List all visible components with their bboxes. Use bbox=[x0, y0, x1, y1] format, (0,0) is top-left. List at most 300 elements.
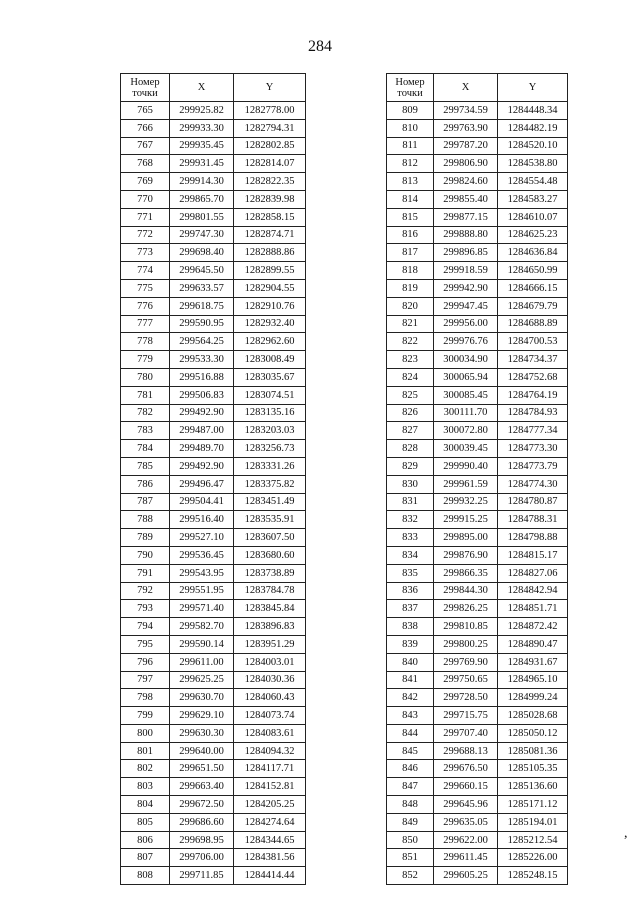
table-row bbox=[387, 440, 568, 458]
x-cell: 299914.30 bbox=[170, 173, 234, 191]
x-cell: 299663.40 bbox=[170, 778, 234, 796]
table-row bbox=[387, 867, 568, 885]
table-row bbox=[387, 742, 568, 760]
point-number-cell: 815 bbox=[387, 208, 434, 226]
table-row bbox=[387, 137, 568, 155]
y-cell: 1285028.68 bbox=[498, 707, 568, 725]
table-row bbox=[387, 368, 568, 386]
x-cell: 299489.70 bbox=[170, 440, 234, 458]
table-row bbox=[387, 190, 568, 208]
x-cell: 299645.50 bbox=[170, 262, 234, 280]
x-cell: 299942.90 bbox=[434, 279, 498, 297]
y-cell: 1283375.82 bbox=[234, 475, 306, 493]
point-number-cell: 794 bbox=[121, 618, 170, 636]
y-cell: 1284666.15 bbox=[498, 279, 568, 297]
table-row bbox=[121, 618, 306, 636]
y-cell: 1284773.30 bbox=[498, 440, 568, 458]
table-row bbox=[121, 386, 306, 404]
point-number-cell: 788 bbox=[121, 511, 170, 529]
point-number-cell: 845 bbox=[387, 742, 434, 760]
table-row bbox=[121, 475, 306, 493]
x-cell: 299590.95 bbox=[170, 315, 234, 333]
point-number-cell: 779 bbox=[121, 351, 170, 369]
table-row bbox=[121, 102, 306, 120]
table-row bbox=[387, 582, 568, 600]
point-number-cell: 846 bbox=[387, 760, 434, 778]
y-cell: 1284764.19 bbox=[498, 386, 568, 404]
x-cell: 299877.15 bbox=[434, 208, 498, 226]
x-cell: 299571.40 bbox=[170, 600, 234, 618]
x-cell: 299527.10 bbox=[170, 529, 234, 547]
table-row bbox=[387, 333, 568, 351]
point-number-cell: 830 bbox=[387, 475, 434, 493]
point-number-cell: 818 bbox=[387, 262, 434, 280]
y-cell: 1283008.49 bbox=[234, 351, 306, 369]
x-cell: 299516.40 bbox=[170, 511, 234, 529]
x-cell: 299931.45 bbox=[170, 155, 234, 173]
y-cell: 1283203.03 bbox=[234, 422, 306, 440]
y-cell: 1282874.71 bbox=[234, 226, 306, 244]
y-cell: 1282822.35 bbox=[234, 173, 306, 191]
table-row bbox=[387, 760, 568, 778]
table-row bbox=[387, 279, 568, 297]
point-number-cell: 828 bbox=[387, 440, 434, 458]
point-number-cell: 797 bbox=[121, 671, 170, 689]
point-number-cell: 789 bbox=[121, 529, 170, 547]
point-number-cell: 827 bbox=[387, 422, 434, 440]
table-header-row bbox=[121, 74, 306, 102]
table-row bbox=[387, 813, 568, 831]
header-x: X bbox=[170, 74, 234, 102]
y-cell: 1285105.35 bbox=[498, 760, 568, 778]
table-header-row bbox=[387, 74, 568, 102]
table-row bbox=[121, 867, 306, 885]
y-cell: 1282904.55 bbox=[234, 279, 306, 297]
x-cell: 299688.13 bbox=[434, 742, 498, 760]
y-cell: 1285171.12 bbox=[498, 796, 568, 814]
table-row bbox=[387, 564, 568, 582]
x-cell: 300085.45 bbox=[434, 386, 498, 404]
point-number-cell: 781 bbox=[121, 386, 170, 404]
table-row bbox=[121, 208, 306, 226]
x-cell: 299932.25 bbox=[434, 493, 498, 511]
table-row bbox=[121, 244, 306, 262]
y-cell: 1284610.07 bbox=[498, 208, 568, 226]
table-row bbox=[121, 333, 306, 351]
y-cell: 1282910.76 bbox=[234, 297, 306, 315]
y-cell: 1284094.32 bbox=[234, 742, 306, 760]
y-cell: 1284073.74 bbox=[234, 707, 306, 725]
table-row bbox=[387, 155, 568, 173]
x-cell: 299896.85 bbox=[434, 244, 498, 262]
x-cell: 299611.00 bbox=[170, 653, 234, 671]
x-cell: 299915.25 bbox=[434, 511, 498, 529]
point-number-cell: 825 bbox=[387, 386, 434, 404]
y-cell: 1284965.10 bbox=[498, 671, 568, 689]
x-cell: 299895.00 bbox=[434, 529, 498, 547]
x-cell: 299504.41 bbox=[170, 493, 234, 511]
table-row bbox=[121, 564, 306, 582]
table-row bbox=[121, 778, 306, 796]
x-cell: 299769.90 bbox=[434, 653, 498, 671]
point-number-cell: 811 bbox=[387, 137, 434, 155]
x-cell: 300072.80 bbox=[434, 422, 498, 440]
y-cell: 1283035.67 bbox=[234, 368, 306, 386]
table-row bbox=[387, 404, 568, 422]
x-cell: 299698.95 bbox=[170, 831, 234, 849]
header-point-number: Номер точки bbox=[387, 74, 434, 102]
table-row bbox=[121, 635, 306, 653]
table-row bbox=[387, 600, 568, 618]
x-cell: 299865.70 bbox=[170, 190, 234, 208]
y-cell: 1284815.17 bbox=[498, 546, 568, 564]
table-row bbox=[387, 226, 568, 244]
y-cell: 1282802.85 bbox=[234, 137, 306, 155]
table-row bbox=[121, 404, 306, 422]
x-cell: 299672.50 bbox=[170, 796, 234, 814]
header-y: Y bbox=[498, 74, 568, 102]
table-row bbox=[121, 707, 306, 725]
x-cell: 299787.20 bbox=[434, 137, 498, 155]
table-row bbox=[121, 226, 306, 244]
x-cell: 299925.82 bbox=[170, 102, 234, 120]
table-row bbox=[387, 653, 568, 671]
x-cell: 299660.15 bbox=[434, 778, 498, 796]
x-cell: 299640.00 bbox=[170, 742, 234, 760]
table-row bbox=[387, 351, 568, 369]
x-cell: 299630.30 bbox=[170, 724, 234, 742]
y-cell: 1285248.15 bbox=[498, 867, 568, 885]
y-cell: 1284851.71 bbox=[498, 600, 568, 618]
x-cell: 299824.60 bbox=[434, 173, 498, 191]
x-cell: 300065.94 bbox=[434, 368, 498, 386]
point-number-cell: 773 bbox=[121, 244, 170, 262]
point-number-cell: 790 bbox=[121, 546, 170, 564]
x-cell: 299956.00 bbox=[434, 315, 498, 333]
x-cell: 299676.50 bbox=[434, 760, 498, 778]
x-cell: 299976.76 bbox=[434, 333, 498, 351]
table-row bbox=[121, 724, 306, 742]
x-cell: 299625.25 bbox=[170, 671, 234, 689]
y-cell: 1283135.16 bbox=[234, 404, 306, 422]
x-cell: 299801.55 bbox=[170, 208, 234, 226]
y-cell: 1282932.40 bbox=[234, 315, 306, 333]
x-cell: 299635.05 bbox=[434, 813, 498, 831]
x-cell: 299543.95 bbox=[170, 564, 234, 582]
table-row bbox=[387, 262, 568, 280]
table-row bbox=[121, 813, 306, 831]
y-cell: 1282839.98 bbox=[234, 190, 306, 208]
point-number-cell: 849 bbox=[387, 813, 434, 831]
point-number-cell: 840 bbox=[387, 653, 434, 671]
x-cell: 299800.25 bbox=[434, 635, 498, 653]
x-cell: 299611.45 bbox=[434, 849, 498, 867]
y-cell: 1285081.36 bbox=[498, 742, 568, 760]
x-cell: 299506.83 bbox=[170, 386, 234, 404]
x-cell: 299918.59 bbox=[434, 262, 498, 280]
point-number-cell: 837 bbox=[387, 600, 434, 618]
y-cell: 1284999.24 bbox=[498, 689, 568, 707]
point-number-cell: 795 bbox=[121, 635, 170, 653]
table-row bbox=[387, 493, 568, 511]
y-cell: 1284774.30 bbox=[498, 475, 568, 493]
table-row bbox=[121, 671, 306, 689]
y-cell: 1283784.78 bbox=[234, 582, 306, 600]
x-cell: 299618.75 bbox=[170, 297, 234, 315]
x-cell: 299645.96 bbox=[434, 796, 498, 814]
table-row bbox=[387, 297, 568, 315]
point-number-cell: 778 bbox=[121, 333, 170, 351]
table-row bbox=[121, 582, 306, 600]
point-number-cell: 801 bbox=[121, 742, 170, 760]
table-row bbox=[121, 315, 306, 333]
y-cell: 1283845.84 bbox=[234, 600, 306, 618]
table-row bbox=[121, 279, 306, 297]
point-number-cell: 770 bbox=[121, 190, 170, 208]
y-cell: 1283680.60 bbox=[234, 546, 306, 564]
point-number-cell: 777 bbox=[121, 315, 170, 333]
table-row bbox=[121, 546, 306, 564]
table-row bbox=[387, 689, 568, 707]
y-cell: 1285050.12 bbox=[498, 724, 568, 742]
y-cell: 1285226.00 bbox=[498, 849, 568, 867]
point-number-cell: 834 bbox=[387, 546, 434, 564]
table-row bbox=[121, 351, 306, 369]
point-number-cell: 776 bbox=[121, 297, 170, 315]
x-cell: 299492.90 bbox=[170, 457, 234, 475]
y-cell: 1282899.55 bbox=[234, 262, 306, 280]
y-cell: 1283256.73 bbox=[234, 440, 306, 458]
point-number-cell: 831 bbox=[387, 493, 434, 511]
y-cell: 1283331.26 bbox=[234, 457, 306, 475]
point-number-cell: 775 bbox=[121, 279, 170, 297]
y-cell: 1284344.65 bbox=[234, 831, 306, 849]
table-row bbox=[387, 796, 568, 814]
point-number-cell: 829 bbox=[387, 457, 434, 475]
table-row bbox=[387, 618, 568, 636]
x-cell: 299844.30 bbox=[434, 582, 498, 600]
x-cell: 299866.35 bbox=[434, 564, 498, 582]
y-cell: 1284798.88 bbox=[498, 529, 568, 547]
y-cell: 1284788.31 bbox=[498, 511, 568, 529]
point-number-cell: 851 bbox=[387, 849, 434, 867]
point-number-cell: 767 bbox=[121, 137, 170, 155]
y-cell: 1284117.71 bbox=[234, 760, 306, 778]
y-cell: 1285136.60 bbox=[498, 778, 568, 796]
point-number-cell: 844 bbox=[387, 724, 434, 742]
x-cell: 299806.90 bbox=[434, 155, 498, 173]
x-cell: 299605.25 bbox=[434, 867, 498, 885]
x-cell: 299947.45 bbox=[434, 297, 498, 315]
table-row bbox=[121, 849, 306, 867]
y-cell: 1284679.79 bbox=[498, 297, 568, 315]
point-number-cell: 793 bbox=[121, 600, 170, 618]
table-row bbox=[121, 297, 306, 315]
point-number-cell: 780 bbox=[121, 368, 170, 386]
point-number-cell: 812 bbox=[387, 155, 434, 173]
point-number-cell: 836 bbox=[387, 582, 434, 600]
x-cell: 299715.75 bbox=[434, 707, 498, 725]
table-row bbox=[121, 173, 306, 191]
point-number-cell: 822 bbox=[387, 333, 434, 351]
x-cell: 299711.85 bbox=[170, 867, 234, 885]
point-number-cell: 835 bbox=[387, 564, 434, 582]
table-row bbox=[121, 493, 306, 511]
y-cell: 1284520.10 bbox=[498, 137, 568, 155]
x-cell: 300039.45 bbox=[434, 440, 498, 458]
y-cell: 1284773.79 bbox=[498, 457, 568, 475]
point-number-cell: 786 bbox=[121, 475, 170, 493]
table-row bbox=[121, 440, 306, 458]
table-row bbox=[387, 707, 568, 725]
y-cell: 1284448.34 bbox=[498, 102, 568, 120]
point-number-cell: 799 bbox=[121, 707, 170, 725]
x-cell: 299622.00 bbox=[434, 831, 498, 849]
table-row bbox=[387, 635, 568, 653]
table-row bbox=[387, 546, 568, 564]
y-cell: 1282814.07 bbox=[234, 155, 306, 173]
point-number-cell: 810 bbox=[387, 119, 434, 137]
x-cell: 299961.59 bbox=[434, 475, 498, 493]
table-row bbox=[121, 796, 306, 814]
point-number-cell: 802 bbox=[121, 760, 170, 778]
y-cell: 1284625.23 bbox=[498, 226, 568, 244]
table-body-right bbox=[387, 102, 568, 885]
table-row bbox=[387, 778, 568, 796]
y-cell: 1284780.87 bbox=[498, 493, 568, 511]
x-cell: 299707.40 bbox=[434, 724, 498, 742]
y-cell: 1283896.83 bbox=[234, 618, 306, 636]
y-cell: 1283535.91 bbox=[234, 511, 306, 529]
point-number-cell: 782 bbox=[121, 404, 170, 422]
y-cell: 1284827.06 bbox=[498, 564, 568, 582]
point-number-cell: 820 bbox=[387, 297, 434, 315]
y-cell: 1284842.94 bbox=[498, 582, 568, 600]
x-cell: 299496.47 bbox=[170, 475, 234, 493]
y-cell: 1285212.54 bbox=[498, 831, 568, 849]
x-cell: 299564.25 bbox=[170, 333, 234, 351]
coordinates-table-left bbox=[120, 73, 306, 885]
y-cell: 1283451.49 bbox=[234, 493, 306, 511]
y-cell: 1285194.01 bbox=[498, 813, 568, 831]
x-cell: 299706.00 bbox=[170, 849, 234, 867]
table-row bbox=[121, 511, 306, 529]
point-number-cell: 808 bbox=[121, 867, 170, 885]
x-cell: 299826.25 bbox=[434, 600, 498, 618]
table-row bbox=[121, 137, 306, 155]
y-cell: 1283074.51 bbox=[234, 386, 306, 404]
table-row bbox=[387, 119, 568, 137]
point-number-cell: 796 bbox=[121, 653, 170, 671]
x-cell: 299629.10 bbox=[170, 707, 234, 725]
x-cell: 299734.59 bbox=[434, 102, 498, 120]
point-number-cell: 800 bbox=[121, 724, 170, 742]
y-cell: 1284003.01 bbox=[234, 653, 306, 671]
table-row bbox=[121, 368, 306, 386]
table-row bbox=[121, 190, 306, 208]
x-cell: 299533.30 bbox=[170, 351, 234, 369]
point-number-cell: 816 bbox=[387, 226, 434, 244]
x-cell: 299855.40 bbox=[434, 190, 498, 208]
point-number-cell: 787 bbox=[121, 493, 170, 511]
point-number-cell: 819 bbox=[387, 279, 434, 297]
table-row bbox=[387, 208, 568, 226]
header-x: X bbox=[434, 74, 498, 102]
y-cell: 1284777.34 bbox=[498, 422, 568, 440]
y-cell: 1284650.99 bbox=[498, 262, 568, 280]
point-number-cell: 791 bbox=[121, 564, 170, 582]
page-number: 284 bbox=[308, 38, 332, 55]
y-cell: 1283951.29 bbox=[234, 635, 306, 653]
x-cell: 299633.57 bbox=[170, 279, 234, 297]
x-cell: 299990.40 bbox=[434, 457, 498, 475]
y-cell: 1284274.64 bbox=[234, 813, 306, 831]
y-cell: 1284205.25 bbox=[234, 796, 306, 814]
x-cell: 299888.80 bbox=[434, 226, 498, 244]
point-number-cell: 783 bbox=[121, 422, 170, 440]
point-number-cell: 817 bbox=[387, 244, 434, 262]
y-cell: 1284482.19 bbox=[498, 119, 568, 137]
y-cell: 1284030.36 bbox=[234, 671, 306, 689]
point-number-cell: 813 bbox=[387, 173, 434, 191]
x-cell: 299876.90 bbox=[434, 546, 498, 564]
table-row bbox=[387, 849, 568, 867]
point-number-cell: 847 bbox=[387, 778, 434, 796]
point-number-cell: 765 bbox=[121, 102, 170, 120]
y-cell: 1284636.84 bbox=[498, 244, 568, 262]
point-number-cell: 823 bbox=[387, 351, 434, 369]
x-cell: 299747.30 bbox=[170, 226, 234, 244]
table-row bbox=[121, 457, 306, 475]
y-cell: 1282794.31 bbox=[234, 119, 306, 137]
coordinates-table-right bbox=[386, 73, 568, 885]
point-number-cell: 824 bbox=[387, 368, 434, 386]
point-number-cell: 848 bbox=[387, 796, 434, 814]
x-cell: 299686.60 bbox=[170, 813, 234, 831]
table-row bbox=[387, 244, 568, 262]
y-cell: 1284688.89 bbox=[498, 315, 568, 333]
point-number-cell: 798 bbox=[121, 689, 170, 707]
point-number-cell: 766 bbox=[121, 119, 170, 137]
table-row bbox=[121, 600, 306, 618]
table-row bbox=[121, 155, 306, 173]
y-cell: 1284890.47 bbox=[498, 635, 568, 653]
point-number-cell: 850 bbox=[387, 831, 434, 849]
table-row bbox=[121, 831, 306, 849]
table-row bbox=[121, 119, 306, 137]
y-cell: 1282778.00 bbox=[234, 102, 306, 120]
table-row bbox=[387, 315, 568, 333]
table-row bbox=[387, 386, 568, 404]
point-number-cell: 784 bbox=[121, 440, 170, 458]
y-cell: 1282858.15 bbox=[234, 208, 306, 226]
x-cell: 299698.40 bbox=[170, 244, 234, 262]
point-number-cell: 826 bbox=[387, 404, 434, 422]
y-cell: 1284872.42 bbox=[498, 618, 568, 636]
x-cell: 299750.65 bbox=[434, 671, 498, 689]
y-cell: 1282962.60 bbox=[234, 333, 306, 351]
header-y: Y bbox=[234, 74, 306, 102]
table-row bbox=[387, 511, 568, 529]
x-cell: 299492.90 bbox=[170, 404, 234, 422]
point-number-cell: 843 bbox=[387, 707, 434, 725]
table-row bbox=[121, 422, 306, 440]
point-number-cell: 839 bbox=[387, 635, 434, 653]
table-row bbox=[121, 262, 306, 280]
x-cell: 300034.90 bbox=[434, 351, 498, 369]
point-number-cell: 832 bbox=[387, 511, 434, 529]
edge-mark: , bbox=[624, 826, 628, 841]
